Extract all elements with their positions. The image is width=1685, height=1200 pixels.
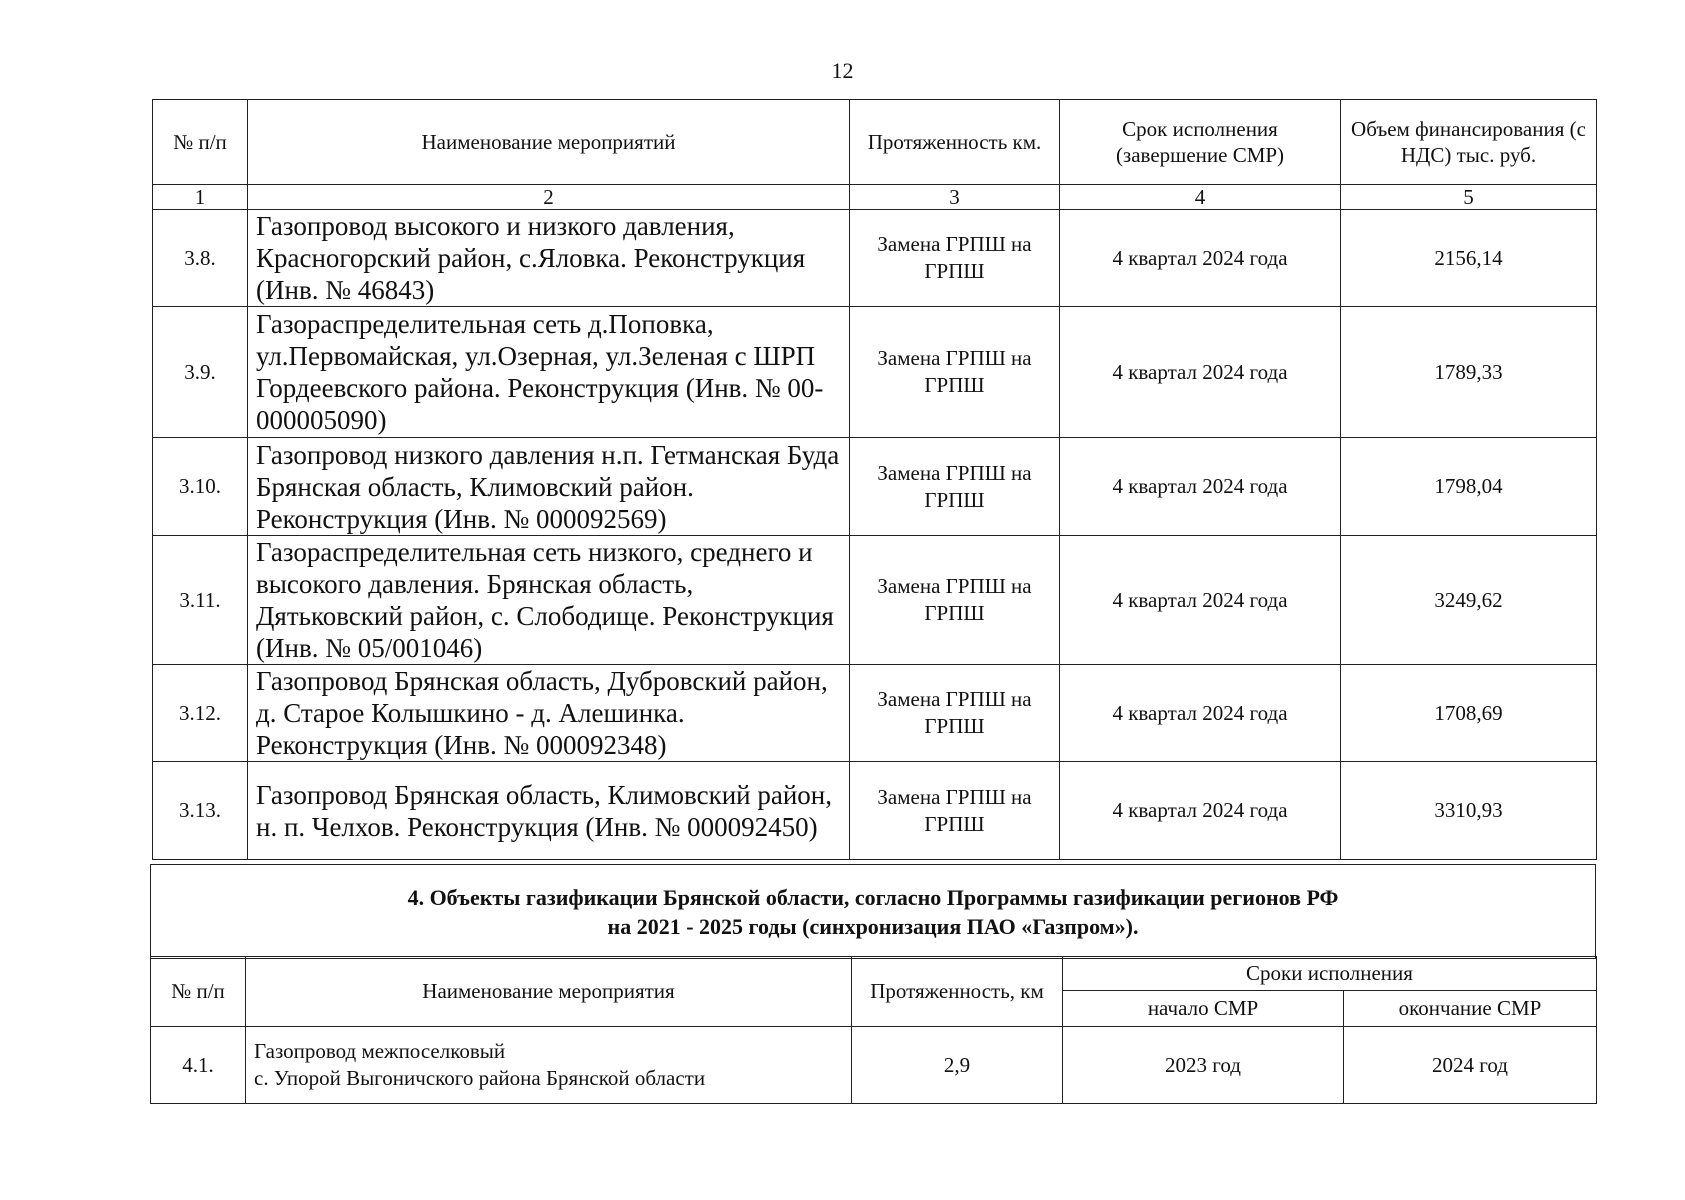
row-length: Замена ГРПШ на ГРПШ xyxy=(850,762,1060,860)
column-number: 2 xyxy=(248,185,850,210)
header-name: Наименование мероприятий xyxy=(248,100,850,185)
section-title-line-1: 4. Объекты газификации Брянской области, согласно Программы газификации регионов РФ xyxy=(407,884,1339,910)
header-num: № п/п xyxy=(153,100,248,185)
row-name: Газораспределительная сеть низкого, среднего и высокого давления. Брянская область, Дятьковский район, с. Слободище. Реконструкция (Инв. № 05/001046) xyxy=(248,536,850,665)
row-num: 3.10. xyxy=(153,438,248,536)
row-term: 4 квартал 2024 года xyxy=(1060,665,1341,762)
header-term: Срок исполнения (завершение СМР) xyxy=(1060,100,1341,185)
row-start: 2023 год xyxy=(1063,1027,1344,1104)
sub-header-terms: Сроки исполнения xyxy=(1063,957,1597,991)
row-length: Замена ГРПШ на ГРПШ xyxy=(850,536,1060,665)
column-number: 5 xyxy=(1341,185,1597,210)
row-term: 4 квартал 2024 года xyxy=(1060,438,1341,536)
column-number: 3 xyxy=(850,185,1060,210)
row-name: Газопровод высокого и низкого давления, Красногорский район, с.Яловка. Реконструкция (Инв. № 46843) xyxy=(248,210,850,307)
row-num: 3.13. xyxy=(153,762,248,860)
table-row xyxy=(153,665,1597,762)
row-num: 3.9. xyxy=(153,307,248,438)
column-number: 4 xyxy=(1060,185,1341,210)
table-row xyxy=(151,1027,1597,1104)
row-end: 2024 год xyxy=(1344,1027,1597,1104)
row-name xyxy=(246,1027,852,1104)
row-amount: 1798,04 xyxy=(1341,438,1597,536)
row-term: 4 квартал 2024 года xyxy=(1060,536,1341,665)
row-term: 4 квартал 2024 года xyxy=(1060,762,1341,860)
row-name: Газопровод низкого давления н.п. Гетманская Буда Брянская область, Климовский район. Реконструкция (Инв. № 000092569) xyxy=(248,438,850,536)
row-name: Газораспределительная сеть д.Поповка, ул.Первомайская, ул.Озерная, ул.Зеленая с ШРП Гордеевского района. Реконструкция (Инв. № 00-000005090) xyxy=(248,307,850,438)
table-row xyxy=(153,536,1597,665)
header-length: Протяженность км. xyxy=(850,100,1060,185)
row-name-line-2: с. Упорой Выгоничского района Брянской области xyxy=(254,1066,706,1090)
row-name: Газопровод Брянская область, Климовский район, н. п. Челхов. Реконструкция (Инв. № 000092450) xyxy=(248,762,850,860)
section-4-header-table xyxy=(150,864,1596,959)
column-number: 1 xyxy=(153,185,248,210)
row-length: Замена ГРПШ на ГРПШ xyxy=(850,210,1060,307)
main-table xyxy=(152,99,1597,860)
sub-header-length: Протяженность, км xyxy=(852,957,1063,1027)
row-name: Газопровод Брянская область, Дубровский район, д. Старое Колышкино - д. Алешинка. Реконструкция (Инв. № 000092348) xyxy=(248,665,850,762)
row-num: 4.1. xyxy=(151,1027,246,1104)
row-num: 3.12. xyxy=(153,665,248,762)
sub-header-start: начало СМР xyxy=(1063,991,1344,1027)
column-number-row xyxy=(153,185,1597,210)
row-amount: 1708,69 xyxy=(1341,665,1597,762)
section-title xyxy=(151,865,1596,959)
row-length: Замена ГРПШ на ГРПШ xyxy=(850,438,1060,536)
header-amount: Объем финансирования (с НДС) тыс. руб. xyxy=(1341,100,1597,185)
page-number: 12 xyxy=(831,58,854,83)
row-term: 4 квартал 2024 года xyxy=(1060,210,1341,307)
row-num: 3.11. xyxy=(153,536,248,665)
sub-header-name: Наименование мероприятия xyxy=(246,957,852,1027)
row-length: Замена ГРПШ на ГРПШ xyxy=(850,665,1060,762)
section-title-line-2: на 2021 - 2025 годы (синхронизация ПАО «Газпром»). xyxy=(607,913,1139,939)
row-amount: 2156,14 xyxy=(1341,210,1597,307)
table-row xyxy=(153,210,1597,307)
sub-header-end: окончание СМР xyxy=(1344,991,1597,1027)
row-term: 4 квартал 2024 года xyxy=(1060,307,1341,438)
table-row xyxy=(153,307,1597,438)
header-row xyxy=(153,100,1597,185)
sub-header-num: № п/п xyxy=(151,957,246,1027)
row-amount: 3249,62 xyxy=(1341,536,1597,665)
table-row xyxy=(153,438,1597,536)
row-amount: 1789,33 xyxy=(1341,307,1597,438)
row-amount: 3310,93 xyxy=(1341,762,1597,860)
sub-header-row xyxy=(151,957,1597,991)
row-num: 3.8. xyxy=(153,210,248,307)
row-length: Замена ГРПШ на ГРПШ xyxy=(850,307,1060,438)
section-4-table xyxy=(150,956,1597,1104)
row-name-line-1: Газопровод межпоселковый xyxy=(254,1039,506,1063)
row-length: 2,9 xyxy=(852,1027,1063,1104)
table-row xyxy=(153,762,1597,860)
